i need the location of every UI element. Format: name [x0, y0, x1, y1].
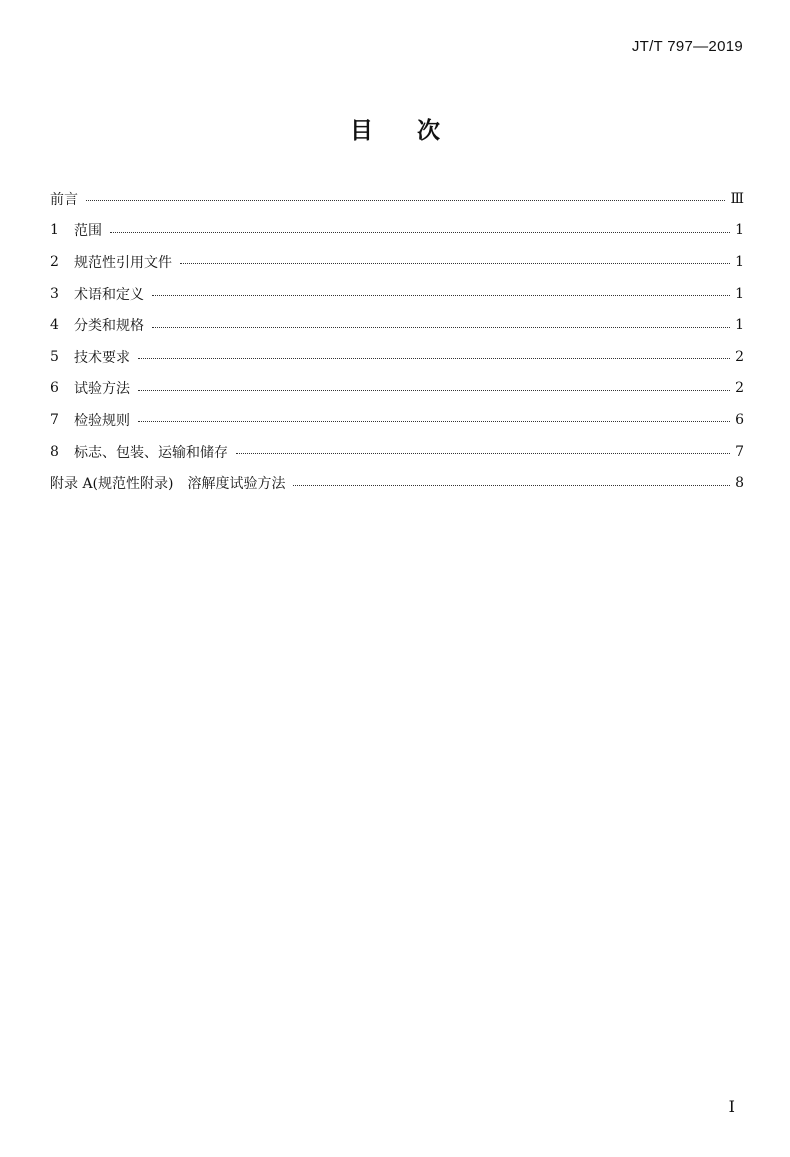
toc-entry-page: 6 [735, 411, 744, 428]
toc-entry-technical-requirements[interactable] [50, 341, 744, 373]
toc-entry-label: 技术要求 [74, 349, 130, 366]
toc-entry-number: 1 [50, 222, 59, 239]
toc-entry-label: 标志、包装、运输和储存 [74, 444, 228, 461]
dot-leader [138, 358, 730, 359]
toc-entry-number: 2 [50, 253, 59, 270]
toc-entry-label: 前言 [50, 191, 78, 208]
dot-leader [110, 232, 730, 233]
dot-leader [236, 453, 730, 454]
toc-entry-label: 术语和定义 [74, 286, 144, 303]
toc-entry-page: 1 [735, 285, 744, 302]
toc-entry-inspection-rules[interactable] [50, 404, 744, 436]
toc-entry-label: 分类和规格 [74, 318, 144, 335]
toc-entry-page: 7 [735, 443, 744, 460]
toc-entry-number: 8 [50, 443, 59, 460]
toc-entry-marking-packaging[interactable] [50, 436, 744, 468]
toc-entry-page: Ⅲ [730, 190, 744, 207]
toc-entry-label: 范围 [74, 223, 102, 240]
toc-entry-label: 规范性引用文件 [74, 254, 172, 271]
page-title: 目次 [350, 118, 484, 144]
toc-entry-foreword[interactable] [50, 183, 744, 215]
toc-entry-label: 检验规则 [74, 412, 130, 429]
toc-entry-label: 附录 A(规范性附录) 溶解度试验方法 [50, 476, 286, 493]
toc-entry-page: 1 [735, 317, 744, 334]
toc-entry-test-methods[interactable] [50, 373, 744, 405]
toc-entry-page: 8 [735, 475, 744, 492]
toc-entry-classification[interactable] [50, 309, 744, 341]
toc-entry-page: 1 [735, 253, 744, 270]
toc-entry-number: 7 [50, 411, 59, 428]
standard-code: JT/T 797—2019 [631, 38, 743, 55]
dot-leader [180, 263, 730, 264]
toc-entry-terms-definitions[interactable] [50, 278, 744, 310]
page-number: I [728, 1097, 735, 1116]
dot-leader [152, 327, 730, 328]
toc-entry-annex-a[interactable] [50, 467, 744, 499]
toc-entry-number: 4 [50, 317, 59, 334]
dot-leader [293, 485, 730, 486]
toc-entry-scope[interactable] [50, 215, 744, 247]
dot-leader [152, 295, 730, 296]
toc-entry-number: 6 [50, 380, 59, 397]
dot-leader [138, 421, 730, 422]
toc-entry-label: 试验方法 [74, 381, 130, 398]
table-of-contents [50, 183, 744, 499]
toc-entry-page: 2 [735, 380, 744, 397]
dot-leader [138, 390, 730, 391]
toc-entry-number: 3 [50, 285, 59, 302]
toc-entry-page: 1 [735, 222, 744, 239]
toc-entry-page: 2 [735, 348, 744, 365]
toc-entry-normative-references[interactable] [50, 246, 744, 278]
toc-entry-number: 5 [50, 348, 59, 365]
dot-leader [86, 200, 725, 201]
